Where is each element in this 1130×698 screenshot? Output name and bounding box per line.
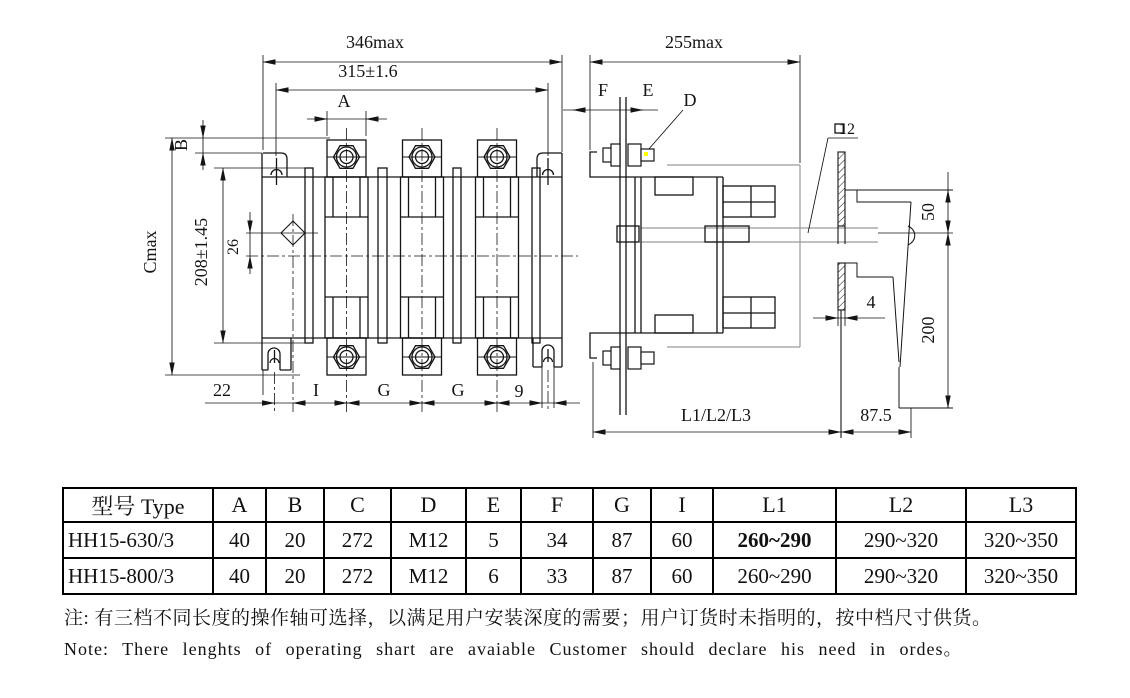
dim-d-label: D: [683, 90, 697, 110]
mounting-bolt-bottom: [603, 347, 654, 369]
col-l1: L1: [713, 488, 836, 522]
dim-200-label: 200: [918, 316, 938, 344]
dim-i-label: I: [313, 380, 319, 400]
col-e: E: [466, 488, 521, 522]
dim-9-label: 9: [514, 381, 524, 401]
dim-22-label: 22: [213, 380, 231, 400]
table-header-row: [63, 488, 1076, 522]
col-f: F: [521, 488, 593, 522]
value-cell: 34: [521, 522, 593, 558]
dim-b-label: B: [171, 138, 191, 152]
dim-255max-label: 255max: [665, 32, 723, 52]
panel-hatch-upper: [838, 152, 845, 226]
dim-50-label: 50: [918, 203, 938, 221]
value-cell: 40: [213, 522, 266, 558]
dimension-table: [62, 487, 1077, 595]
dim-346max-label: 346max: [346, 32, 404, 52]
note-line-zh: 注: 有三档不同长度的操作轴可选择，以满足用户安装深度的需要；用户订货时未指明的，按中档尺寸供货。: [64, 608, 992, 629]
col-g: G: [593, 488, 651, 522]
dim-4-label: 4: [866, 292, 876, 312]
value-cell: 5: [466, 522, 521, 558]
value-cell: 87: [593, 522, 651, 558]
panel-hatch-lower: [838, 263, 845, 310]
value-cell: 20: [266, 522, 324, 558]
table-row: [63, 522, 1076, 558]
col-l2: L2: [836, 488, 966, 522]
value-cell: M12: [391, 558, 466, 594]
model-cell: HH15-630/3: [63, 522, 213, 558]
dim-f-label: F: [597, 80, 609, 100]
dim-l1l2l3-label: L1/L2/L3: [681, 405, 751, 425]
front-centerlines: [246, 214, 578, 412]
value-cell: M12: [391, 522, 466, 558]
value-cell: 272: [324, 522, 391, 558]
value-cell: 320~350: [966, 558, 1076, 594]
dim-87-5-label: 87.5: [860, 405, 892, 425]
value-cell: 272: [324, 558, 391, 594]
model-cell: HH15-800/3: [63, 558, 213, 594]
value-cell: 33: [521, 558, 593, 594]
col-b: B: [266, 488, 324, 522]
value-cell: 260~290: [713, 522, 836, 558]
value-cell: 87: [593, 558, 651, 594]
dim-g2-label: G: [451, 380, 465, 400]
dim-26-label: 26: [225, 239, 242, 255]
z-bracket: [590, 152, 635, 358]
value-cell: 290~320: [836, 522, 966, 558]
dim-e-label: E: [642, 80, 654, 100]
dim-315-label: 315±1.6: [338, 61, 398, 81]
note-line-en: Note: There lenghts of operating shart are avaiable Customer should declare his need in ordes。: [64, 639, 963, 659]
dim-cmax-label: Cmax: [140, 230, 160, 274]
front-extension-lines: [165, 55, 562, 408]
table-row: [63, 558, 1076, 594]
col-type: 型号 Type: [63, 488, 213, 522]
side-dimension-lines: [563, 62, 948, 432]
value-cell: 60: [651, 522, 713, 558]
dim-208-label: 208±1.45: [191, 217, 211, 287]
col-c: C: [324, 488, 391, 522]
value-cell: 260~290: [713, 558, 836, 594]
dim-a-label: A: [337, 91, 351, 111]
leader-highlight-dot: [644, 152, 648, 156]
col-a: A: [213, 488, 266, 522]
col-d: D: [391, 488, 466, 522]
value-cell: 20: [266, 558, 324, 594]
value-cell: 60: [651, 558, 713, 594]
panel-plate: [838, 152, 953, 438]
value-cell: 6: [466, 558, 521, 594]
value-cell: 320~350: [966, 522, 1076, 558]
mounting-plate: [620, 97, 626, 415]
operating-shaft-phantom: [641, 228, 878, 242]
square-shaft-label: 12: [839, 121, 855, 138]
front-view: [140, 32, 580, 412]
value-cell: 290~320: [836, 558, 966, 594]
notes: [64, 604, 1120, 664]
dim-g1-label: G: [377, 380, 391, 400]
col-l3: L3: [966, 488, 1076, 522]
col-i: I: [651, 488, 713, 522]
side-view: [563, 32, 953, 438]
value-cell: 40: [213, 558, 266, 594]
